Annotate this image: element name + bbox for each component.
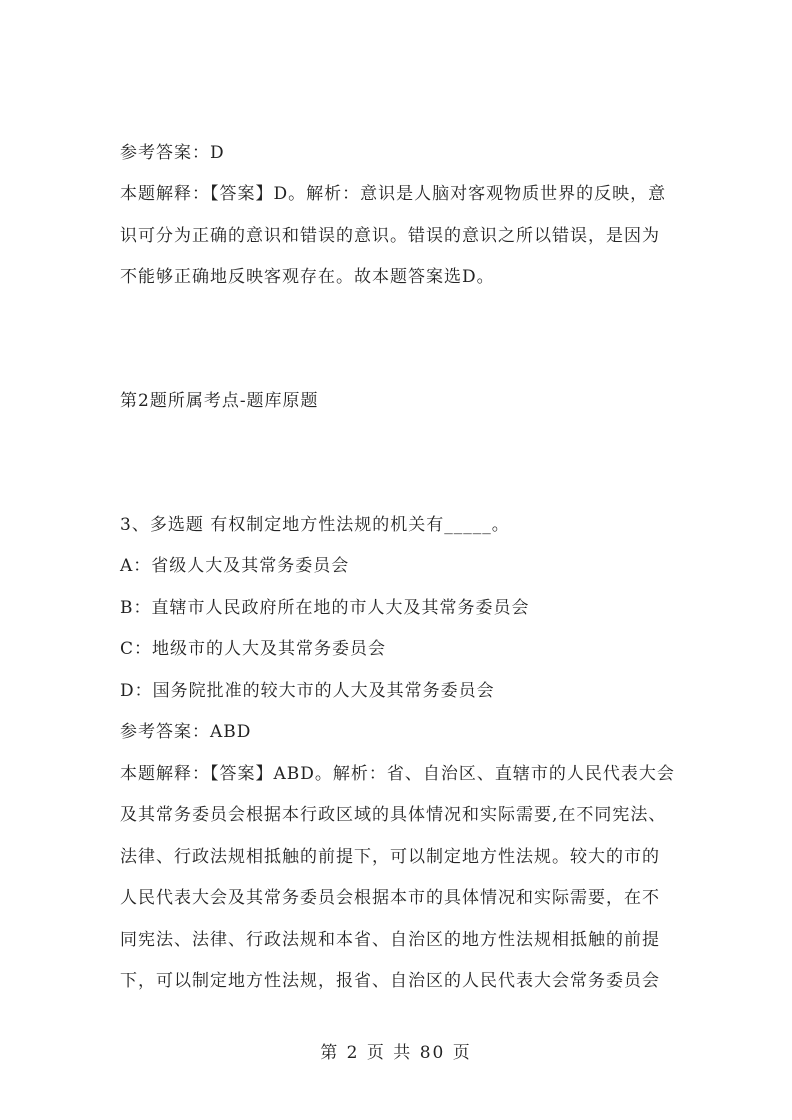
- q3-explanation-line: 本题解释：【答案】ABD。解析：省、自治区、直辖市的人民代表大会: [120, 764, 675, 784]
- q3-explanation-line: 同宪法、法律、行政法规和本省、自治区的地方性法规相抵触的前提: [120, 930, 660, 950]
- q2-explanation-line: 本题解释：【答案】D。解析：意识是人脑对客观物质世界的反映，意: [120, 184, 667, 204]
- q3-explanation-line: 下，可以制定地方性法规，报省、自治区的人民代表大会常务委员会: [120, 971, 660, 991]
- q2-explanation-line: 不能够正确地反映客观存在。故本题答案选D。: [120, 267, 495, 287]
- q3-explanation-line: 及其常务委员会根据本行政区域的具体情况和实际需要,在不同宪法、: [120, 805, 667, 825]
- q3-option-d: D：国务院批准的较大市的人大及其常务委员会: [120, 681, 495, 701]
- page-number-footer: 第 2 页 共 80 页: [320, 1043, 472, 1063]
- q2-explanation-line: 识可分为正确的意识和错误的意识。错误的意识之所以错误，是因为: [120, 226, 660, 246]
- q2-topic: 第2题所属考点-题库原题: [120, 391, 319, 411]
- q3-option-b: B：直辖市人民政府所在地的市人大及其常务委员会: [120, 598, 530, 618]
- q2-answer: 参考答案：D: [120, 143, 225, 163]
- q3-explanation-line: 人民代表大会及其常务委员会根据本市的具体情况和实际需要，在不: [120, 888, 660, 908]
- q3-option-a: A：省级人大及其常务委员会: [120, 556, 350, 576]
- q3-answer: 参考答案：ABD: [120, 722, 252, 742]
- q3-option-c: C：地级市的人大及其常务委员会: [120, 639, 387, 659]
- q3-explanation-line: 法律、行政法规相抵触的前提下，可以制定地方性法规。较大的市的: [120, 847, 660, 867]
- q3-question: 3、多选题 有权制定地方性法规的机关有_____。: [120, 515, 510, 535]
